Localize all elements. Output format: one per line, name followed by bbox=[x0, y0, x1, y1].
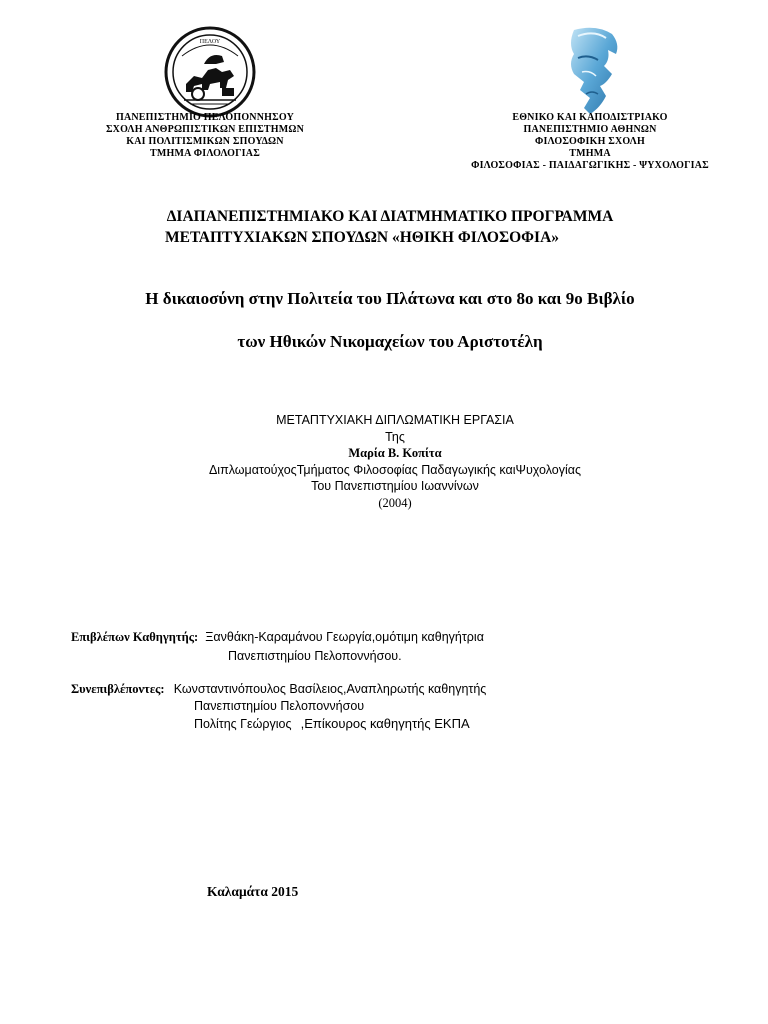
co-supervisor-1-affiliation: Πανεπιστημίου Πελοποννήσου bbox=[194, 699, 365, 713]
program-heading bbox=[80, 206, 700, 248]
co-supervisor-2-name: Πολίτης Γεώργιος bbox=[194, 717, 292, 731]
seal-text: ΠΕΛΟΥ bbox=[199, 39, 221, 45]
supervisor-affiliation: Πανεπιστημίου Πελοποννήσου. bbox=[228, 649, 402, 663]
right-institution-line: ΕΘΝΙΚΟ ΚΑΙ ΚΑΠΟΔΙΣΤΡΙΑΚΟ bbox=[512, 112, 668, 123]
work-info-block bbox=[90, 412, 700, 511]
left-institution-block bbox=[80, 112, 330, 160]
author-degree: ΔιπλωματούχοςΤμήματος Φιλοσοφίας Παδαγωγικής καιΨυχολογίας bbox=[208, 462, 582, 477]
left-institution-line: ΚΑΙ ΠΟΛΙΤΙΣΜΙΚΩΝ ΣΠΟΥΔΩΝ bbox=[126, 136, 284, 147]
supervisor-row bbox=[71, 630, 484, 645]
supervisor-label: Επιβλέπων Καθηγητής: bbox=[71, 630, 199, 644]
nkua-athena-emblem bbox=[560, 24, 626, 116]
co-supervisors-row bbox=[71, 682, 486, 697]
left-institution-line: ΣΧΟΛΗ ΑΝΘΡΩΠΙΣΤΙΚΩΝ ΕΠΙΣΤΗΜΩΝ bbox=[105, 124, 305, 135]
author-university: Του Πανεπιστημίου Ιωαννίνων bbox=[311, 479, 479, 493]
supervisor-name: Ξανθάκη-Καραμάνου Γεωργία,ομότιμη καθηγήτρια bbox=[205, 630, 484, 644]
degree-year: (2004) bbox=[378, 495, 412, 510]
program-line-2: ΜΕΤΑΠΤΥΧΙΑΚΩΝ ΣΠΟΥΔΩΝ «ΗΘΙΚΗ ΦΙΛΟΣΟΦΙΑ» bbox=[164, 229, 560, 246]
work-by: Της bbox=[385, 429, 405, 444]
author-name: Μαρία Β. Κοπίτα bbox=[348, 446, 442, 460]
thesis-title-line-2: των Ηθικών Νικομαχείων του Αριστοτέλη bbox=[237, 332, 543, 351]
co-supervisor-2-title: ,Επίκουρος καθηγητής ΕΚΠΑ bbox=[300, 716, 470, 731]
thesis-title-line-1: Η δικαιοσύνη στην Πολιτεία του Πλάτωνα και στο 8ο και 9ο Βιβλίο bbox=[145, 289, 635, 308]
right-institution-line: ΦΙΛΟΣΟΦΙΚΗ ΣΧΟΛΗ bbox=[534, 136, 646, 147]
university-of-peloponnese-seal bbox=[164, 26, 256, 118]
right-institution-line: ΦΙΛΟΣΟΦΙΑΣ - ΠΑΙΔΑΓΩΓΙΚΗΣ - ΨΥΧΟΛΟΓΙΑΣ bbox=[471, 160, 709, 171]
right-institution-line: ΤΜΗΜΑ bbox=[569, 148, 611, 159]
left-institution-line: ΤΜΗΜΑ ΦΙΛΟΛΟΓΙΑΣ bbox=[150, 148, 260, 159]
work-type: ΜΕΤΑΠΤΥΧΙΑΚΗ ΔΙΠΛΩΜΑΤΙΚΗ ΕΡΓΑΣΙΑ bbox=[276, 413, 514, 427]
co-supervisor-1-name: Κωνσταντινόπουλος Βασίλειος,Αναπληρωτής καθηγητής bbox=[173, 682, 487, 696]
place-date: Καλαμάτα 2015 bbox=[207, 884, 299, 899]
right-institution-block bbox=[440, 112, 740, 172]
left-institution-line: ΠΑΝΕΠΙΣΤΗΜΙΟ ΠΕΛΟΠΟΝΝΗΣΟΥ bbox=[115, 112, 295, 123]
program-line-1: ΔΙΑΠΑΝΕΠΙΣΤΗΜΙΑΚΟ ΚΑΙ ΔΙΑΤΜΗΜΑΤΙΚΟ ΠΡΟΓΡΑΜΜΑ bbox=[166, 208, 614, 225]
co-supervisors-label: Συνεπιβλέποντες: bbox=[71, 682, 165, 696]
co-supervisor-2-row bbox=[194, 716, 470, 732]
right-institution-line: ΠΑΝΕΠΙΣΤΗΜΙΟ ΑΘΗΝΩΝ bbox=[523, 124, 657, 135]
